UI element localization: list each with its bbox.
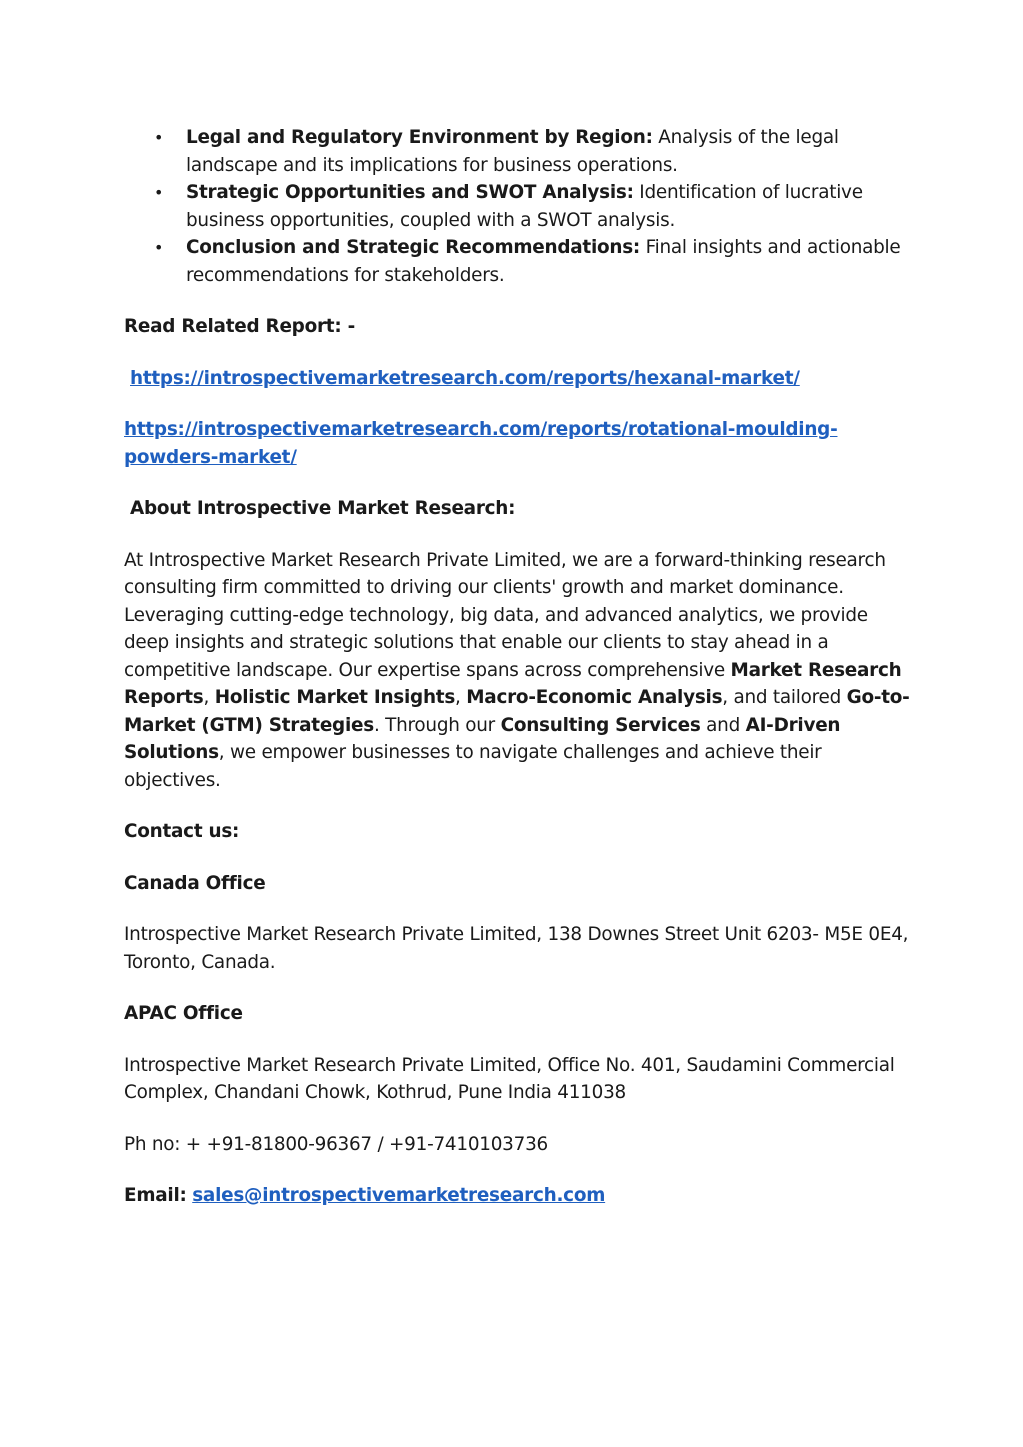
- about-text: ,: [203, 687, 215, 708]
- about-text: ,: [455, 687, 467, 708]
- bullet-title: Conclusion and Strategic Recommendations:: [186, 237, 641, 258]
- related-heading: [124, 313, 914, 341]
- phone-numbers: Ph no: + +91-81800-96367 / +91-7410103736: [124, 1133, 548, 1155]
- bullet-text: Final insights and actionable recommendations for stakeholders.: [186, 237, 901, 286]
- apac-office-heading: [124, 1000, 914, 1028]
- canada-office-heading: [124, 870, 914, 898]
- about-paragraph: [124, 547, 914, 795]
- related-link-2-paragraph: [124, 416, 914, 471]
- about-bold-market-research-reports: Market Research Reports: [124, 659, 902, 708]
- related-link-rotational-moulding[interactable]: https://introspectivemarketresearch.com/reports/rotational-moulding-powders-market/: [124, 419, 838, 468]
- bullet-text: Identification of lucrative business opportunities, coupled with a SWOT analysis.: [186, 182, 863, 231]
- about-bold-consulting-services: Consulting Services: [500, 714, 701, 736]
- bullet-icon: •: [154, 128, 164, 147]
- list-item: [124, 124, 914, 179]
- contact-heading-text: Contact us:: [124, 821, 240, 842]
- bullet-icon: •: [154, 183, 164, 202]
- list-item: [124, 179, 914, 234]
- related-link-hexanal[interactable]: https://introspectivemarketresearch.com/reports/hexanal-market/: [130, 367, 800, 389]
- contact-heading: [124, 818, 914, 846]
- about-bold-macro-economic-analysis: Macro-Economic Analysis: [466, 687, 723, 708]
- related-heading-text: Read Related Report: -: [124, 316, 355, 337]
- about-text: , we empower businesses to navigate challenges and achieve their objectives.: [124, 742, 822, 791]
- bullet-icon: •: [154, 238, 164, 257]
- canada-address: Introspective Market Research Private Limited, 138 Downes Street Unit 6203- M5E 0E4, Toronto, Canada.: [124, 924, 909, 973]
- about-heading-text: About Introspective Market Research:: [130, 498, 516, 519]
- bullet-title: Legal and Regulatory Environment by Region:: [186, 127, 653, 148]
- bullet-list: [124, 124, 914, 289]
- bullet-text: Analysis of the legal landscape and its implications for business operations.: [186, 127, 839, 176]
- about-text: . Through our: [373, 714, 501, 736]
- related-link-1-paragraph: [124, 365, 914, 393]
- about-bold-gtm-strategies: Go-to-Market (GTM) Strategies: [124, 687, 910, 736]
- apac-address: Introspective Market Research Private Limited, Office No. 401, Saudamini Commercial Complex, Chandani Chowk, Kothrud, Pune India 411038: [124, 1054, 895, 1103]
- email-label: Email:: [124, 1185, 187, 1206]
- about-text: , and tailored: [722, 687, 847, 708]
- email-link[interactable]: sales@introspectivemarketresearch.com: [192, 1185, 606, 1206]
- email-line: [124, 1182, 914, 1210]
- about-text: and: [700, 714, 746, 736]
- about-heading: [124, 495, 914, 523]
- about-bold-holistic-market-insights: Holistic Market Insights: [214, 687, 456, 708]
- about-text: At Introspective Market Research Private Limited, we are a forward-thinking research consulting firm committed to driving our clients' growth and market dominance. Leveraging cutting-edge technology, big data, and advanced analytics, we provide deep insights and strategic solutions that enable our clients to stay ahead in a competitive landscape. Our expertise spans across comprehensive: [124, 549, 886, 681]
- document-page: [124, 124, 914, 1210]
- apac-office-heading-text: APAC Office: [124, 1003, 243, 1024]
- canada-office-heading-text: Canada Office: [124, 872, 266, 894]
- about-bold-ai-driven-solutions: AI-Driven Solutions: [124, 714, 841, 763]
- list-item: [124, 234, 914, 289]
- bullet-title: Strategic Opportunities and SWOT Analysis:: [186, 182, 634, 203]
